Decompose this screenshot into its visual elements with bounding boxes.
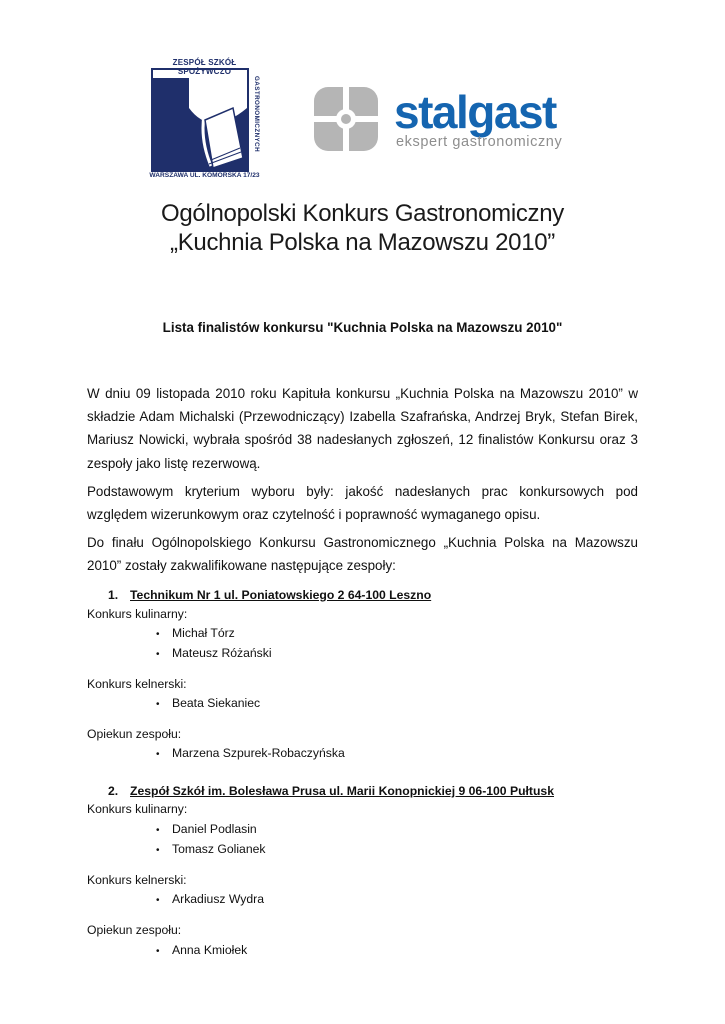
list-item: • Marzena Szpurek-Robaczyńska <box>156 746 345 760</box>
bullet-icon: • <box>156 845 160 856</box>
list-item: • Anna Kmiołek <box>156 943 248 957</box>
bullet-icon: • <box>156 649 160 660</box>
school-logo-top-text: ZESPÓŁ SZKÓŁ SPOŻYWCZO <box>172 58 237 76</box>
list-item: • Mateusz Różański <box>156 646 272 660</box>
qualification-paragraph: Do finału Ogólnopolskiego Konkursu Gastronomicznego „Kuchnia Polska na Mazowszu 2010” zostały zakwalifikowane następujące zespoły: <box>87 535 638 574</box>
list-item: • Daniel Podlasin <box>156 822 257 836</box>
contest-title <box>87 199 638 257</box>
bullet-icon: • <box>156 895 160 906</box>
supervisor-label: Opiekun zespołu: <box>87 727 182 741</box>
list-item: • Arkadiusz Wydra <box>156 892 265 906</box>
stalgast-tagline: ekspert gastronomiczny <box>396 134 563 150</box>
team-1-heading <box>108 588 431 602</box>
bullet-icon: • <box>156 699 160 710</box>
list-item: • Tomasz Golianek <box>156 842 266 856</box>
culinary-label: Konkurs kulinarny: <box>87 802 188 816</box>
bullet-icon: • <box>156 825 160 836</box>
school-logo-bottom-text: WARSZAWA UL. KOMORSKA 17/23 <box>149 172 260 179</box>
contest-title-line1: Ogólnopolski Konkurs Gastronomiczny <box>160 200 565 227</box>
team-number: 2. <box>108 784 119 798</box>
stalgast-logo <box>312 83 582 158</box>
list-item: • Michał Tórz <box>156 626 235 640</box>
bullet-icon: • <box>156 749 160 760</box>
list-title: Lista finalistów konkursu "Kuchnia Polska na Mazowszu 2010" <box>162 320 563 335</box>
school-logo <box>147 58 262 186</box>
stalgast-emblem-icon <box>312 85 380 153</box>
team-name: Technikum Nr 1 ul. Poniatowskiego 2 64-100 Leszno <box>130 588 432 602</box>
waiter-label: Konkurs kelnerski: <box>87 677 187 691</box>
supervisor-label: Opiekun zespołu: <box>87 923 182 937</box>
team-name: Zespół Szkół im. Bolesława Prusa ul. Marii Konopnickiej 9 06-100 Pułtusk <box>130 784 554 798</box>
waiter-label: Konkurs kelnerski: <box>87 873 187 887</box>
school-emblem-icon <box>151 68 249 172</box>
contest-title-line2: „Kuchnia Polska na Mazowszu 2010” <box>170 229 555 256</box>
criteria-paragraph: Podstawowym kryterium wyboru były: jakość nadesłanych prac konkursowych pod względem wizerunkowym oraz czytelność i poprawność wymaganego opisu. <box>87 484 638 523</box>
team-number: 1. <box>108 588 119 602</box>
bullet-icon: • <box>156 629 160 640</box>
team-2-heading <box>108 784 554 798</box>
header-banner <box>87 58 638 270</box>
school-logo-side-text: GASTRONOMICZNYCH <box>253 76 260 153</box>
bullet-icon: • <box>156 946 160 957</box>
stalgast-name: stalgast <box>394 86 556 138</box>
list-item: • Beata Siekaniec <box>156 696 261 710</box>
culinary-label: Konkurs kulinarny: <box>87 607 188 621</box>
intro-paragraph: W dniu 09 listopada 2010 roku Kapituła konkursu „Kuchnia Polska na Mazowszu 2010” w składzie Adam Michalski (Przewodniczący) Izabella Szafrańska, Andrzej Bryk, Stefan Birek, Mariusz Nowicki, wybrała spośród 38 nadesłanych zgłoszeń, 12 finalistów Konkursu oraz 3 zespoły jako listę rezerwową. <box>87 386 638 471</box>
